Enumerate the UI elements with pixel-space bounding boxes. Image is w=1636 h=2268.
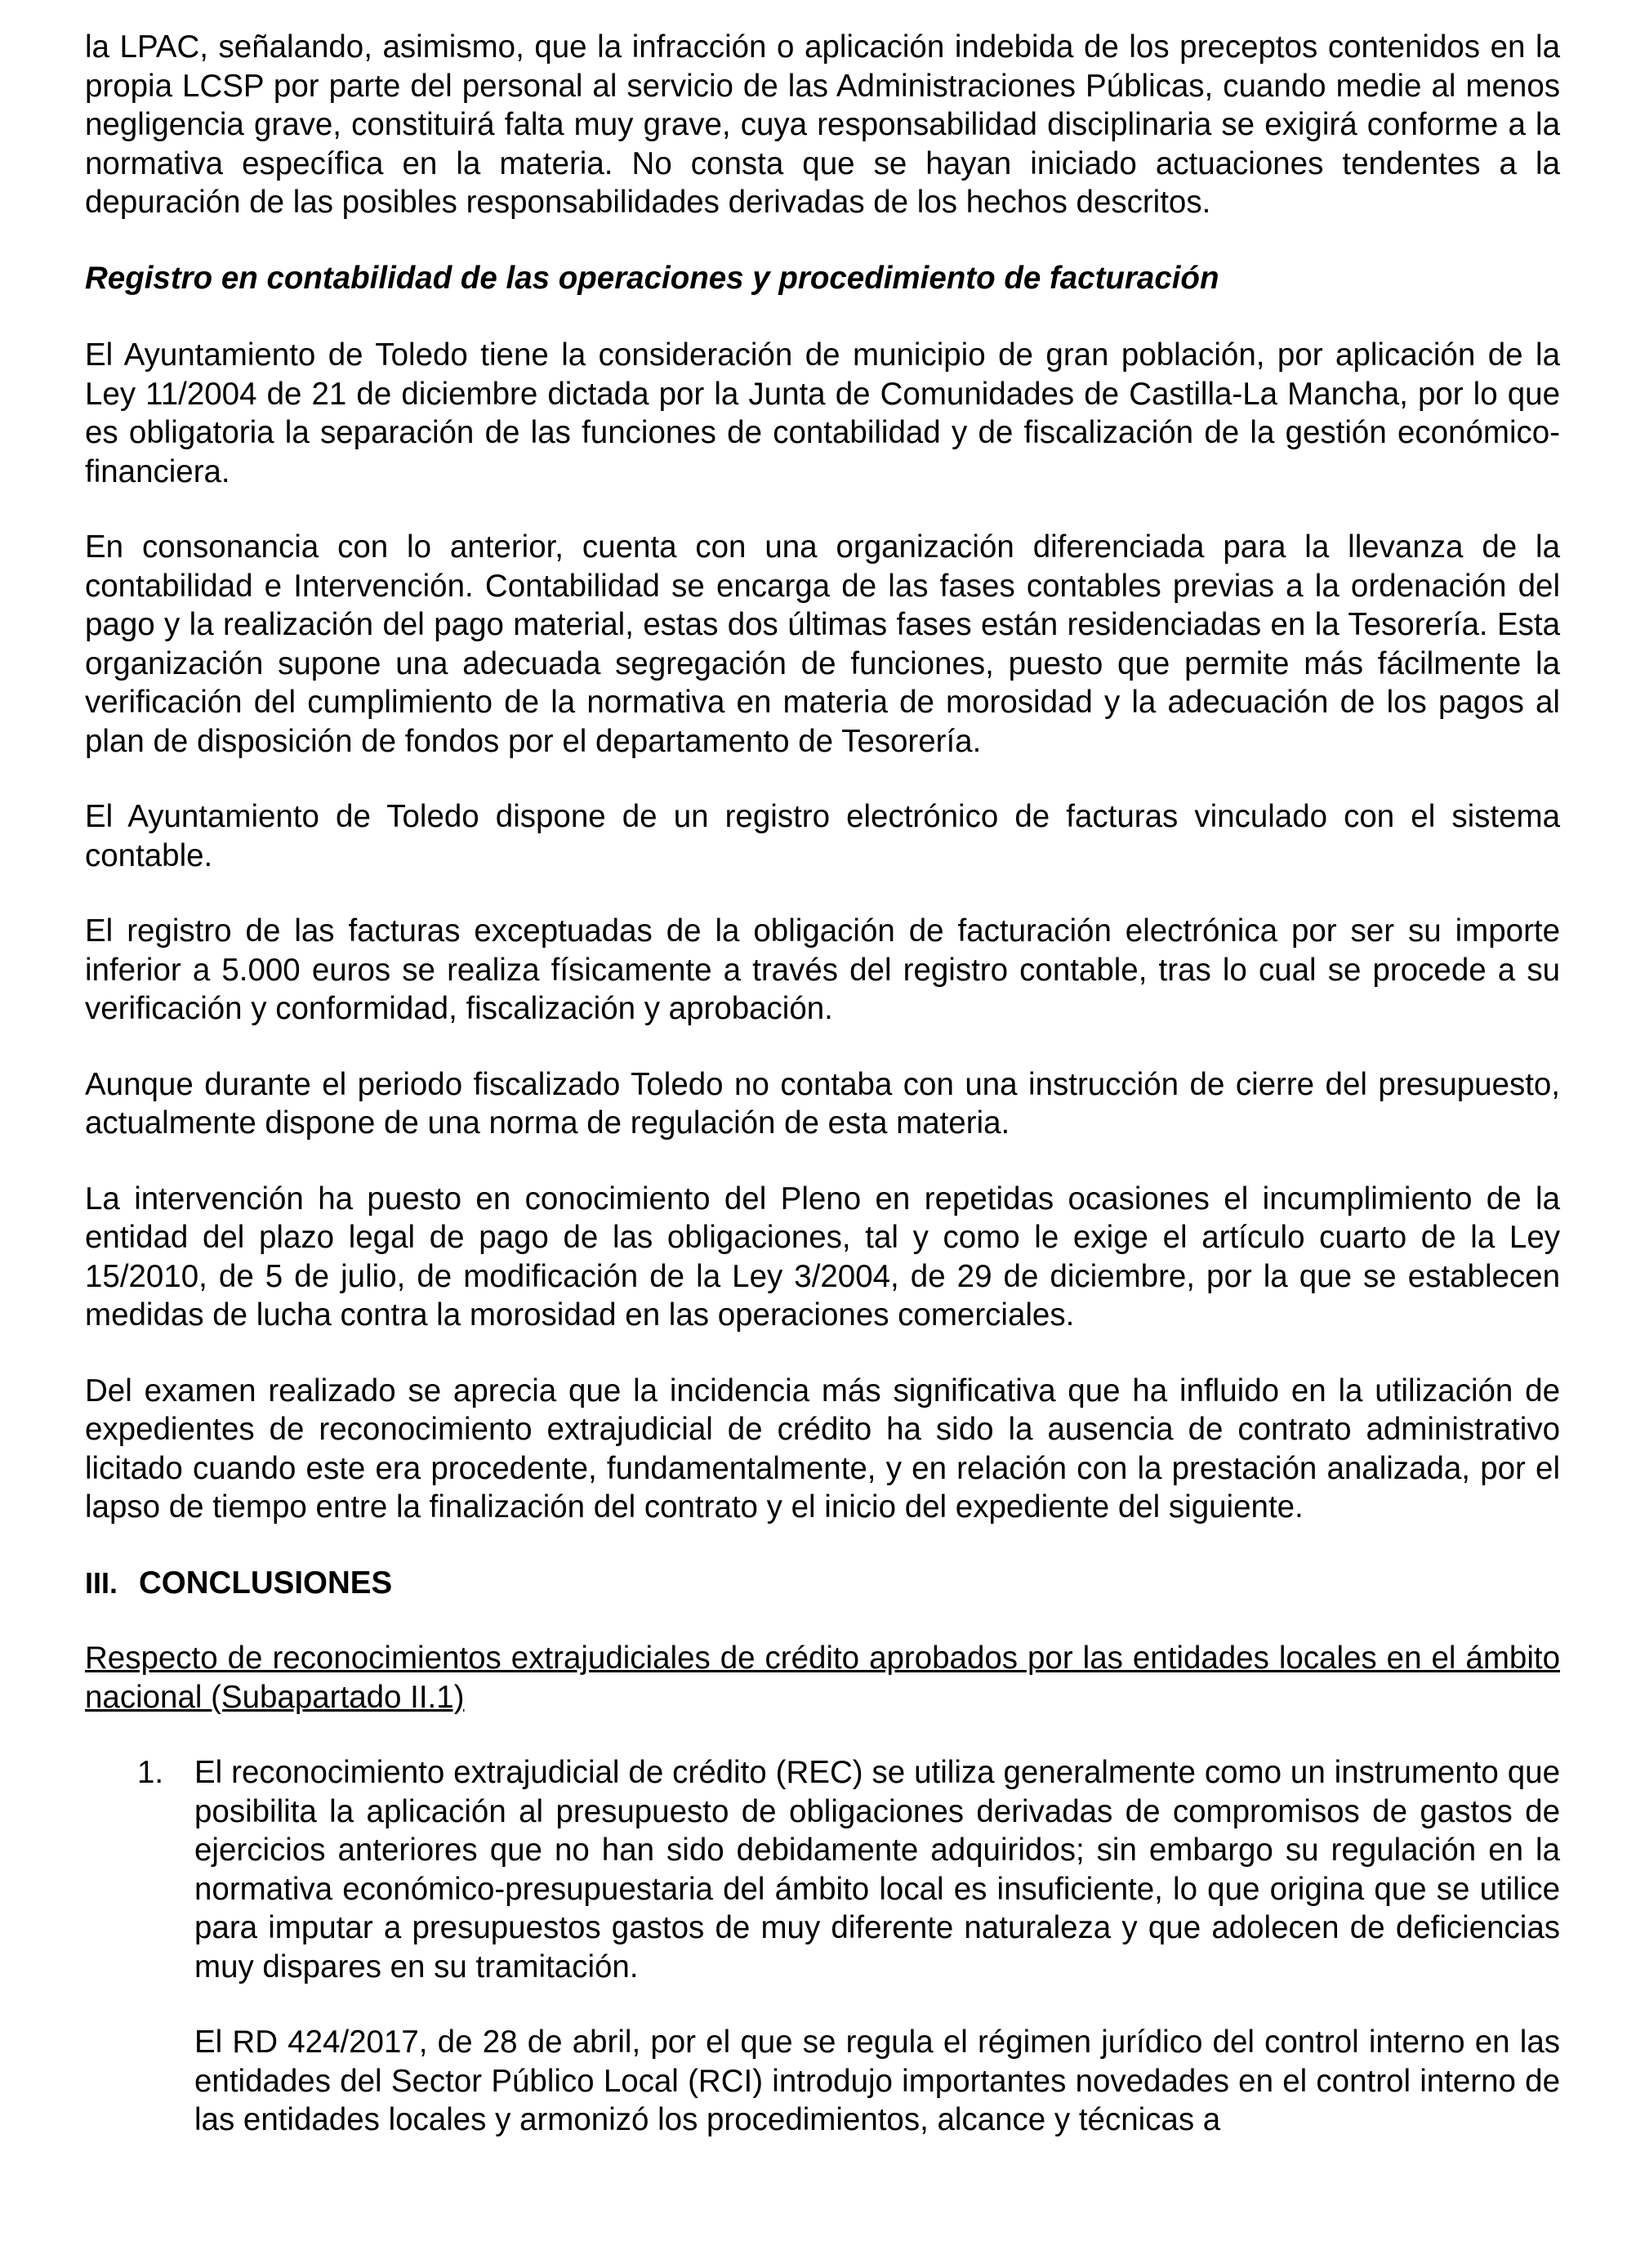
body-paragraph: La intervención ha puesto en conocimiento del Pleno en repetidas ocasiones el incumplimiento de la entidad del plazo legal de pago de las obligaciones, tal y como le exige el artículo cuarto de la Ley 15/2010, de 5 de julio, de modificación de la Ley 3/2004, de 29 de diciembre, por la que se establecen medidas de lucha contra la morosidad en las operaciones comerciales. bbox=[85, 1181, 1560, 1333]
section-heading bbox=[85, 1564, 1560, 1603]
list-item bbox=[85, 1753, 1560, 1986]
subsection-heading: Registro en contabilidad de las operaciones y procedimiento de facturación bbox=[85, 260, 1219, 296]
body-paragraph: El Ayuntamiento de Toledo tiene la consideración de municipio de gran población, por aplicación de la Ley 11/2004 de 21 de diciembre dictada por la Junta de Comunidades de Castilla-La Mancha, por lo que es obligatoria la separación de las funciones de contabilidad y de fiscalización de la gestión económico-financiera. bbox=[85, 337, 1560, 489]
list-continuation bbox=[85, 2023, 1560, 2140]
underlined-subheading: Respecto de reconocimientos extrajudiciales de crédito aprobados por las entidades locales en el ámbito nacional (Subapartado II.1) bbox=[85, 1641, 1560, 1715]
list-item-text: El reconocimiento extrajudicial de crédito (REC) se utiliza generalmente como un instrumento que posibilita la aplicación al presupuesto de obligaciones derivadas de compromisos de gastos de ejercicios anteriores que no han sido debidamente adquiridos; sin embargo su regulación en la normativa económico-presupuestaria del ámbito local es insuficiente, lo que origina que se utilice para imputar a presupuestos gastos de muy diferente naturaleza y que adolecen de deficiencias muy dispares en su tramitación. bbox=[194, 1755, 1560, 1984]
section-number: III. bbox=[85, 1565, 118, 1600]
body-paragraph: El Ayuntamiento de Toledo dispone de un registro electrónico de facturas vinculado con el sistema contable. bbox=[85, 799, 1560, 873]
list-continuation-text: El RD 424/2017, de 28 de abril, por el que se regula el régimen jurídico del control interno en las entidades del Sector Público Local (RCI) introdujo importantes novedades en el control interno de las entidades locales y armonizó los procedimientos, alcance y técnicas a bbox=[194, 2025, 1560, 2137]
intro-paragraph: la LPAC, señalando, asimismo, que la infracción o aplicación indebida de los preceptos contenidos en la propia LCSP por parte del personal al servicio de las Administraciones Públicas, cuando medie al menos negligencia grave, constituirá falta muy grave, cuya responsabilidad disciplinaria se exigirá conforme a la normativa específica en la materia. No consta que se hayan iniciado actuaciones tendentes a la depuración de las posibles responsabilidades derivadas de los hechos descritos. bbox=[85, 29, 1560, 220]
body-paragraph: El registro de las facturas exceptuadas de la obligación de facturación electrónica por ser su importe inferior a 5.000 euros se realiza físicamente a través del registro contable, tras lo cual se procede a su verificación y conformidad, fiscalización y aprobación. bbox=[85, 913, 1560, 1026]
list-marker: 1. bbox=[137, 1755, 164, 1790]
section-title: CONCLUSIONES bbox=[139, 1565, 393, 1601]
document-page bbox=[85, 28, 1560, 2176]
body-paragraph: En consonancia con lo anterior, cuenta con una organización diferenciada para la llevanza de la contabilidad e Intervención. Contabilidad se encarga de las fases contables previas a la ordenación del pago y la realización del pago material, estas dos últimas fases están residenciadas en la Tesorería. Esta organización supone una adecuada segregación de funciones, puesto que permite más fácilmente la verificación del cumplimiento de la normativa en materia de morosidad y la adecuación de los pagos al plan de disposición de fondos por el departamento de Tesorería. bbox=[85, 529, 1560, 759]
body-paragraph: Aunque durante el periodo fiscalizado Toledo no contaba con una instrucción de cierre del presupuesto, actualmente dispone de una norma de regulación de esta materia. bbox=[85, 1066, 1560, 1141]
body-paragraph: Del examen realizado se aprecia que la incidencia más significativa que ha influido en la utilización de expedientes de reconocimiento extrajudicial de crédito ha sido la ausencia de contrato administrativo licitado cuando este era procedente, fundamentalmente, y en relación con la prestación analizada, por el lapso de tiempo entre la finalización del contrato y el inicio del expediente del siguiente. bbox=[85, 1373, 1560, 1525]
